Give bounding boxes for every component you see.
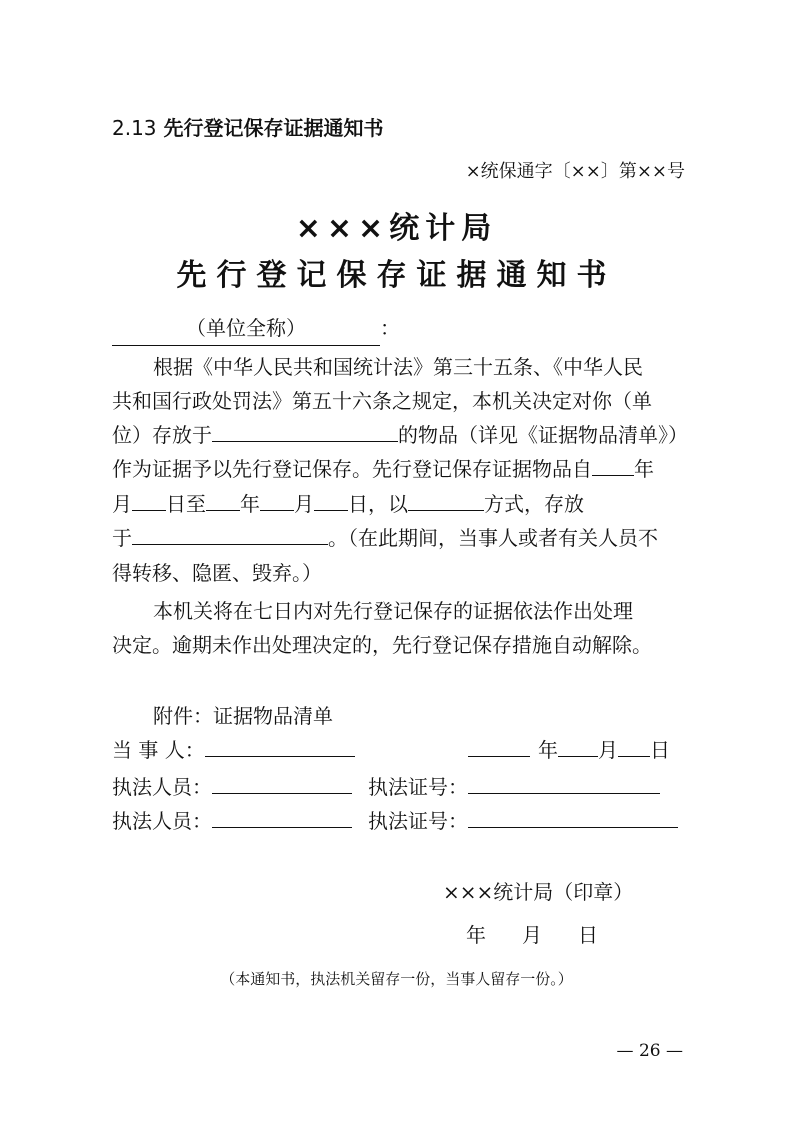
officer1-blank [212,770,352,794]
text-preserve-from: 作为证据予以先行登记保存。先行登记保存证据物品自 [112,457,592,481]
body-line-1: 根据《中华人民共和国统计法》第三十五条、《中华人民 [153,355,643,379]
cert-row-2 [368,804,678,838]
method-blank [408,487,484,511]
sign-month-blank [558,733,598,757]
section-heading [112,112,384,141]
party-label: 当 事 人： [112,738,205,762]
body-line-6 [112,521,658,555]
body-line-2: 共和国行政处罚法》第五十六条之规定，本机关决定对你（单 [112,389,652,413]
to-month-blank [260,487,294,511]
addressee-placeholder: （单位全称） [186,316,306,340]
officer-row-2 [112,804,352,838]
footnote: （本通知书，执法机关留存一份，当事人留存一份。） [220,970,573,988]
officer2-label: 执法人员： [112,809,212,833]
text-to-day: 日，以 [348,492,408,516]
addressee-line [112,311,400,346]
to-year-blank [206,487,240,511]
text-cunfangyu: 位）存放于 [112,423,212,447]
title-line1: ×××统计局 [295,211,498,246]
section-title: 先行登记保存证据通知书 [163,116,384,140]
addressee-blank [112,311,380,346]
cert1-label: 执法证号： [368,775,468,799]
text-day-to: 日至 [166,492,206,516]
text-items-ref: 的物品（详见《证据物品清单》） [398,423,688,447]
sign-day: 日 [650,738,670,762]
officer2-blank [212,804,352,828]
text-method: 方式，存放 [484,492,584,516]
cert2-label: 执法证号： [368,809,468,833]
body-line-3 [112,418,688,452]
issuer-date: 年 月 日 [466,923,606,947]
to-day-blank [314,487,348,511]
text-yu: 于 [112,526,132,550]
storage-place-blank [132,521,328,545]
title-line2: 先行登记保存证据通知书 [176,258,617,293]
cert-row-1 [368,770,660,804]
officer1-label: 执法人员： [112,775,212,799]
issuer-seal: ×××统计局（印章） [443,880,634,904]
officer-row-1 [112,770,352,804]
sign-year: 年 [538,738,558,762]
sign-year-blank [468,733,530,757]
party-row [112,733,355,767]
party-blank [205,733,355,757]
body-line-5 [112,487,584,521]
body-line-4 [112,452,654,486]
storage-location-blank [212,418,398,442]
text-year: 年 [634,457,654,481]
section-number: 2.13 [112,116,157,140]
date-row [468,733,670,767]
text-period-note: 。（在此期间，当事人或者有关人员不 [328,526,658,550]
sign-day-blank [618,733,650,757]
body-line-9: 决定。逾期未作出处理决定的，先行登记保存措施自动解除。 [112,633,652,657]
text-to-year: 年 [240,492,260,516]
sign-month: 月 [598,738,618,762]
body-line-7: 得转移、隐匿、毁弃。） [112,561,322,585]
text-month: 月 [112,492,132,516]
from-year-blank [592,452,634,476]
attachment: 附件：证据物品清单 [153,704,333,728]
text-to-month: 月 [294,492,314,516]
from-month-blank [132,487,166,511]
cert2-blank [468,804,678,828]
page-number: — 26 — [616,1041,683,1061]
doc-number: ×统保通字〔××〕第××号 [465,161,685,182]
body-line-8: 本机关将在七日内对先行登记保存的证据依法作出处理 [153,599,633,623]
cert1-blank [468,770,660,794]
addressee-colon: ： [380,316,400,340]
